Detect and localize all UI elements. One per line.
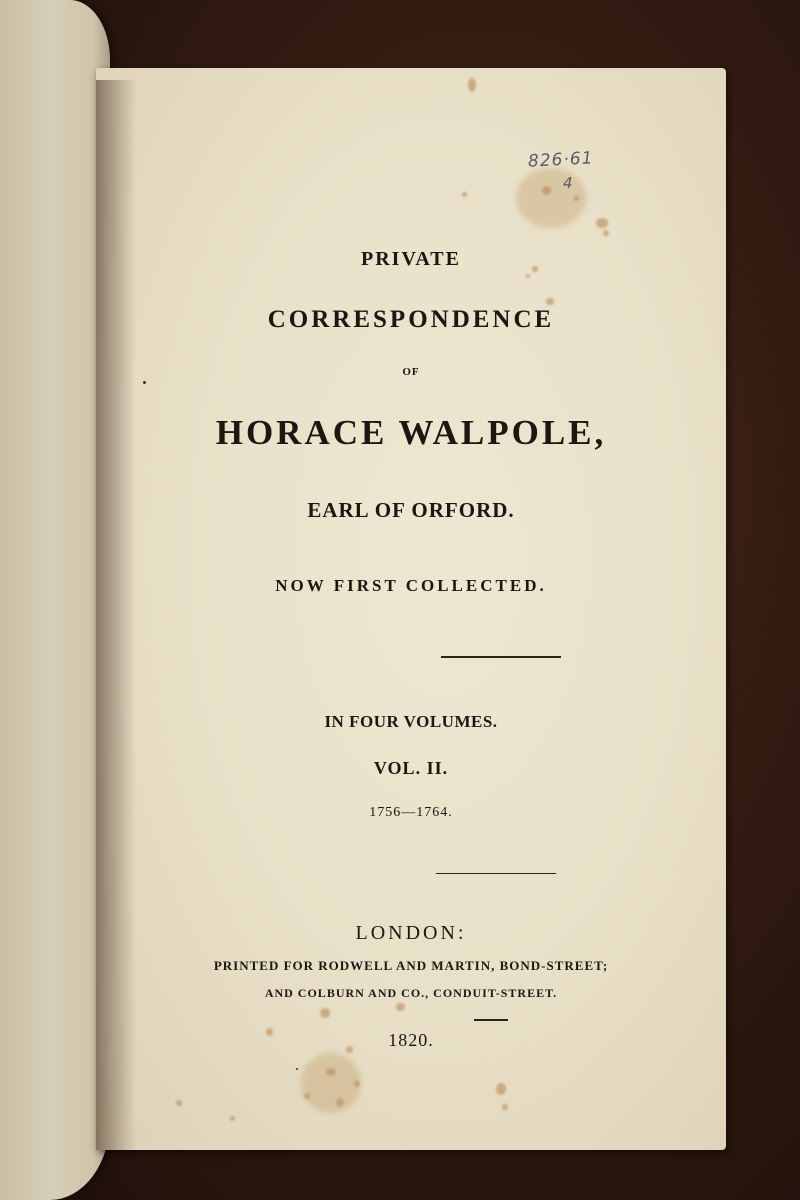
date-range: 1756—1764. xyxy=(369,805,453,820)
title-page xyxy=(96,68,726,1150)
foxing-stain xyxy=(542,186,551,195)
title-line-correspondence: CORRESPONDENCE xyxy=(267,306,555,333)
ink-speck xyxy=(143,381,146,384)
foxing-stain xyxy=(596,218,608,228)
divider-rule xyxy=(441,656,561,658)
ink-speck xyxy=(296,1068,298,1070)
foxing-stain xyxy=(526,274,530,278)
foxing-stain xyxy=(468,78,476,92)
title-line-of: OF xyxy=(402,366,420,378)
left-facing-page xyxy=(0,0,110,1200)
imprint-printer-line1: PRINTED FOR RODWELL AND MARTIN, BOND-STREET; xyxy=(213,958,609,973)
short-rule xyxy=(474,1019,508,1021)
volume-number: VOL. II. xyxy=(373,758,449,778)
author-name: HORACE WALPOLE, xyxy=(215,413,607,452)
handwritten-shelfmark: 826·61 xyxy=(527,148,594,172)
imprint-year: 1820. xyxy=(388,1030,434,1050)
foxing-stain xyxy=(574,196,579,201)
collection-note: NOW FIRST COLLECTED. xyxy=(275,576,547,595)
imprint-printer-line2: AND COLBURN AND CO., CONDUIT-STREET. xyxy=(264,986,558,1000)
author-title: EARL OF ORFORD. xyxy=(307,498,515,522)
foxing-stain xyxy=(502,1104,508,1110)
foxing-stain xyxy=(603,230,609,236)
volume-count: IN FOUR VOLUMES. xyxy=(324,712,498,731)
divider-rule xyxy=(436,873,556,874)
handwritten-shelfmark-sub: 4 xyxy=(563,174,573,192)
foxing-stain xyxy=(176,1100,182,1106)
foxing-stain xyxy=(396,1003,405,1011)
title-line-private: PRIVATE xyxy=(361,248,461,270)
foxing-stain xyxy=(230,1116,235,1121)
foxing-stain xyxy=(496,1083,506,1095)
foxing-stain xyxy=(546,298,554,305)
gutter-shadow xyxy=(96,80,136,1150)
foxing-stain xyxy=(301,1053,361,1113)
imprint-city: LONDON: xyxy=(355,922,467,944)
foxing-stain xyxy=(320,1008,330,1018)
foxing-stain xyxy=(462,192,467,197)
